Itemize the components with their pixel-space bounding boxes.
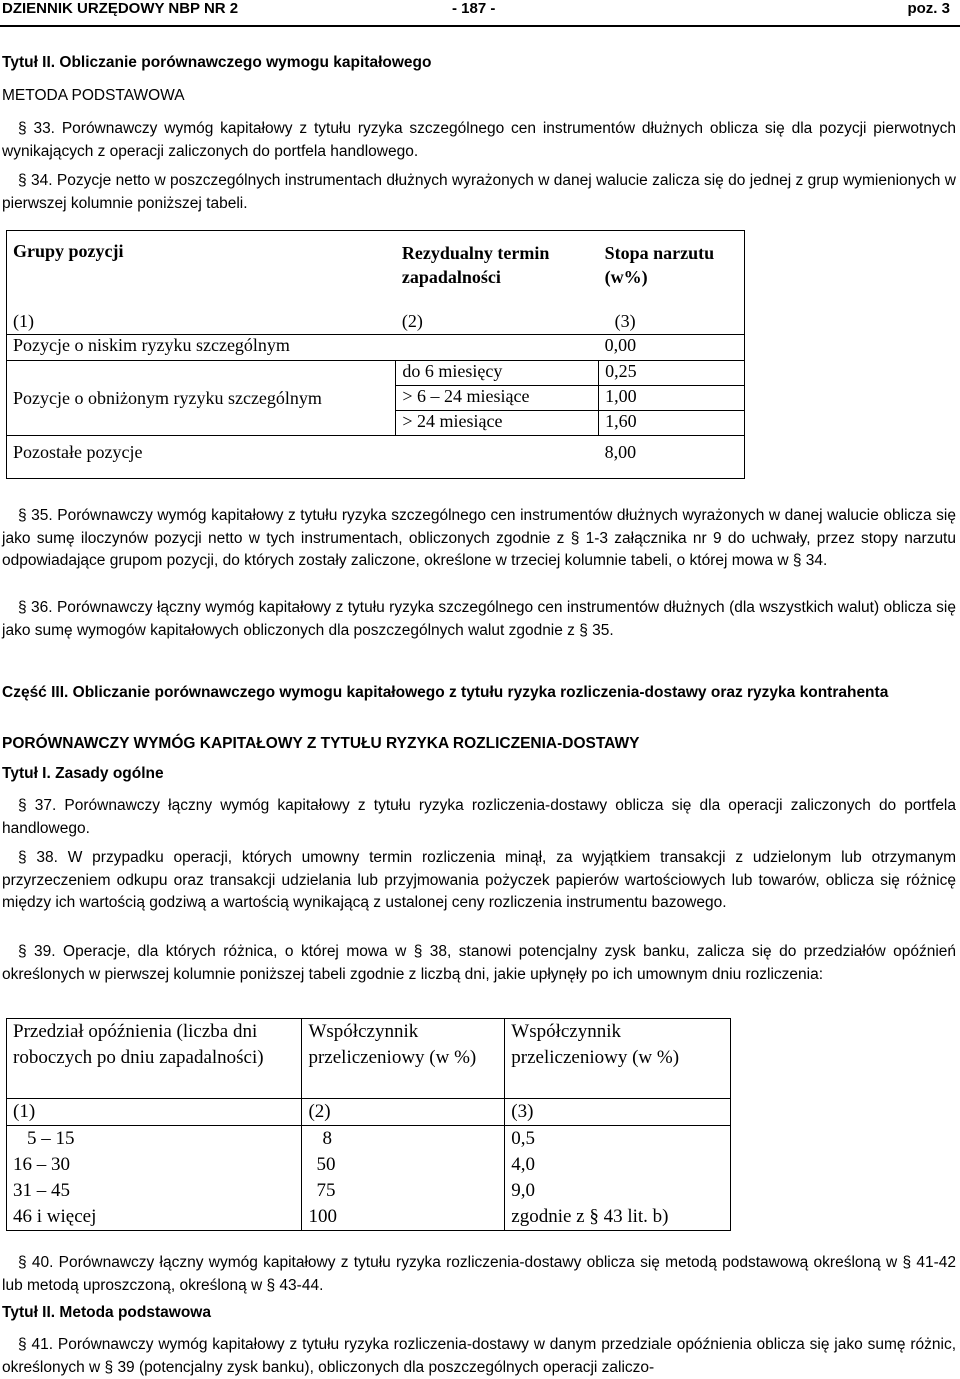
t1-other-label: Pozostałe pozycje (7, 436, 599, 479)
part-iii-title: Część III. Obliczanie porównawczego wymogu kapitałowego z tytułu ryzyka rozliczenia-dostawy oraz ryzyka kontrahenta (2, 684, 889, 701)
paragraph-39: § 39. Operacje, dla których różnica, o której mowa w § 38, stanowi potencjalny zysk banku, zalicza się do przedziałów opóźnień określonych w pierwszej kolumnie poniższej tabeli zgodnie z liczbą dni, jakie upłynęły po ich umownym dniu rozliczenia: (2, 943, 956, 983)
t2-factor-pct: 4,0 (505, 1152, 731, 1178)
t1-col-number-3: (3) (599, 311, 745, 335)
t2-factor-pct: 0,5 (505, 1126, 731, 1153)
t2-header-interval: Przedział opóźnienia (liczba dni roboczych po dniu zapadalności) (7, 1019, 302, 1099)
title-i-general: Tytuł I. Zasady ogólne (2, 765, 164, 782)
settlement-heading: PORÓWNAWCZY WYMÓG KAPITAŁOWY Z TYTUŁU RYZYKA ROZLICZENIA-DOSTAWY (2, 735, 640, 752)
risk-group-table (6, 230, 745, 479)
t2-col-number-1: (1) (7, 1099, 302, 1126)
t1-low-risk-rate: 0,00 (599, 335, 745, 361)
paragraph-41: § 41. Porównawczy wymóg kapitałowy z tytułu ryzyka rozliczenia-dostawy w danym przedziale opóźnienia oblicza się jako sumę różnic, określonych w § 39 (potencjalny zysk banku), obliczonych dla poszczególnych operacji zaliczo- (2, 1336, 956, 1376)
table-row (7, 1204, 731, 1231)
t1-header-rate: Stopa narzutu (w%) (599, 231, 745, 311)
t2-factor: 50 (302, 1152, 505, 1178)
t2-factor-pct: 9,0 (505, 1178, 731, 1204)
t2-factor: 75 (302, 1178, 505, 1204)
t1-reduced-term-b: > 6 – 24 miesiące (396, 386, 599, 411)
table-row (7, 1178, 731, 1204)
t1-reduced-rate-b: 1,00 (599, 386, 745, 411)
t2-header-factor-a: Współczynnik przeliczeniowy (w %) (302, 1019, 505, 1099)
t2-col-number-2: (2) (302, 1099, 505, 1126)
t1-reduced-risk-label: Pozycje o obniżonym ryzyku szczególnym (7, 361, 396, 436)
t2-interval: 16 – 30 (7, 1152, 302, 1178)
t2-interval: 46 i więcej (7, 1204, 302, 1231)
t1-reduced-rate-c: 1,60 (599, 411, 745, 436)
header-rule (0, 25, 960, 27)
method-heading: METODA PODSTAWOWA (2, 87, 185, 104)
page-header (0, 0, 960, 24)
paragraph-40: § 40. Porównawczy łączny wymóg kapitałowy z tytułu ryzyka rozliczenia-dostawy oblicza się metodą podstawową określoną w § 41-42 lub metodą uproszczoną, określoną w § 43-44. (2, 1254, 956, 1294)
t2-factor: 100 (302, 1204, 505, 1231)
t2-factor-pct: zgodnie z § 43 lit. b) (505, 1204, 731, 1231)
paragraph-36: § 36. Porównawczy łączny wymóg kapitałowy z tytułu ryzyka szczególnego cen instrumentów dłużnych (dla wszystkich walut) oblicza się jako sumę wymogów kapitałowych obliczonych dla poszczególnych walut zgodnie z § 35. (2, 599, 956, 639)
paragraph-35: § 35. Porównawczy wymóg kapitałowy z tytułu ryzyka szczególnego cen instrumentów dłużnych wyrażonych w danej walucie oblicza się jako sumę iloczynów pozycji netto w tych instrumentach, obliczonych zgodnie z § 1-3 załącznika nr 9 do uchwały, przez stopy narzutu odpowiadające grupom pozycji, do których zostały zaliczone, określone w trzeciej kolumnie tabeli, o której mowa w § 34. (2, 507, 956, 569)
t1-reduced-rate-a: 0,25 (599, 361, 745, 386)
table-row (7, 1152, 731, 1178)
t2-interval: 31 – 45 (7, 1178, 302, 1204)
t1-low-risk-label: Pozycje o niskim ryzyku szczególnym (7, 335, 599, 361)
t1-other-rate: 8,00 (599, 436, 745, 479)
paragraph-38: § 38. W przypadku operacji, których umowny termin rozliczenia minął, za wyjątkiem transakcji z udzielonym lub otrzymanym przyrzeczeniem odkupu oraz transakcji udzielania lub przyjmowania pożyczek papierów wartościowych lub towarów, oblicza się różnicę między ich wartością godziwą a wartością wynikającą z ustalonej ceny rozliczenia instrumentu bazowego. (2, 849, 956, 911)
position-number: poz. 3 (907, 0, 950, 17)
paragraph-34: § 34. Pozycje netto w poszczególnych instrumentach dłużnych wyrażonych w danej walucie zalicza się do jednej z grup wymienionych w pierwszej kolumnie poniższej tabeli. (2, 172, 956, 212)
t1-header-groups: Grupy pozycji (7, 231, 396, 311)
title-ii-basic-method: Tytuł II. Metoda podstawowa (2, 1304, 211, 1321)
t1-col-number-2: (2) (401, 310, 423, 331)
paragraph-33: § 33. Porównawczy wymóg kapitałowy z tytułu ryzyka szczególnego cen instrumentów dłużnych oblicza się dla pozycji pierwotnych wynikających z operacji zaliczonych do portfela handlowego. (2, 120, 956, 160)
section-title-ii: Tytuł II. Obliczanie porównawczego wymogu kapitałowego (2, 54, 432, 71)
t1-reduced-term-a: do 6 miesięcy (396, 361, 599, 386)
paragraph-37: § 37. Porównawczy łączny wymóg kapitałowy z tytułu ryzyka rozliczenia-dostawy oblicza się dla operacji zaliczonych do portfela handlowego. (2, 797, 956, 837)
journal-title: DZIENNIK URZĘDOWY NBP NR 2 (2, 0, 239, 17)
page-number: - 187 - (452, 0, 496, 17)
t2-factor: 8 (302, 1126, 505, 1153)
t1-header-term: Rezydualny termin zapadalności (401, 243, 550, 287)
t1-col-number-1: (1) (7, 311, 396, 335)
table-row (7, 1126, 731, 1153)
t2-col-number-3: (3) (505, 1099, 731, 1126)
t1-reduced-term-c: > 24 miesiące (396, 411, 599, 436)
t2-header-factor-b: Współczynnik przeliczeniowy (w %) (505, 1019, 731, 1099)
t2-interval: 5 – 15 (7, 1126, 302, 1153)
delay-factor-table (6, 1018, 731, 1231)
